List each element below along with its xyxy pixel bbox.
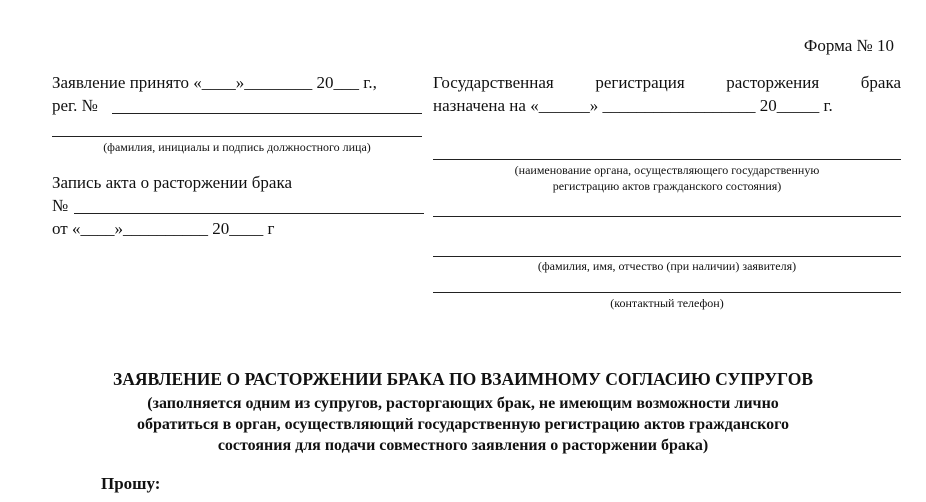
document-subtitle-1: (заполняется одним из супругов, расторгающих брак, не имеющим возможности лично (147, 395, 779, 412)
applicant-name-field-1[interactable] (433, 216, 901, 217)
authority-caption-2: регистрацию актов гражданского состояния) (552, 179, 782, 193)
appointed-date-line: назначена на «______» __________________ 20_____ г. (433, 96, 833, 115)
registration-word: Государственная (433, 73, 554, 92)
phone-caption: (контактный телефон) (610, 296, 724, 310)
reg-number-field[interactable] (112, 113, 422, 114)
authority-caption-1: (наименование органа, осуществляющего государственную (514, 163, 820, 177)
form-number: Форма № 10 (803, 36, 894, 55)
document-title: ЗАЯВЛЕНИЕ О РАСТОРЖЕНИИ БРАКА ПО ВЗАИМНОМУ СОГЛАСИЮ СУПРУГОВ (112, 369, 814, 389)
registration-word: регистрация (595, 73, 685, 92)
registration-word: брака (860, 73, 901, 92)
document-subtitle-3: состояния для подачи совместного заявления о расторжении брака) (217, 437, 709, 454)
reg-number-label: рег. № (52, 96, 98, 115)
phone-field[interactable] (433, 292, 901, 293)
act-number-label: № (52, 196, 69, 215)
document-subtitle-2: обратиться в орган, осуществляющий государственную регистрацию актов гражданского (136, 416, 790, 433)
act-date-line: от «____»__________ 20____ г (52, 219, 275, 238)
official-caption: (фамилия, инициалы и подпись должностного лица) (103, 140, 371, 154)
authority-field[interactable] (433, 159, 901, 160)
request-label: Прошу: (101, 474, 161, 493)
registration-word: расторжения (726, 73, 820, 92)
accepted-line: Заявление принято «____»________ 20___ г., (52, 73, 377, 92)
registration-heading (433, 73, 901, 93)
act-record-title: Запись акта о расторжении брака (52, 173, 292, 192)
applicant-caption: (фамилия, имя, отчество (при наличии) заявителя) (537, 259, 797, 273)
act-number-field[interactable] (74, 213, 424, 214)
official-signature-field[interactable] (52, 136, 422, 137)
applicant-name-field-2[interactable] (433, 256, 901, 257)
